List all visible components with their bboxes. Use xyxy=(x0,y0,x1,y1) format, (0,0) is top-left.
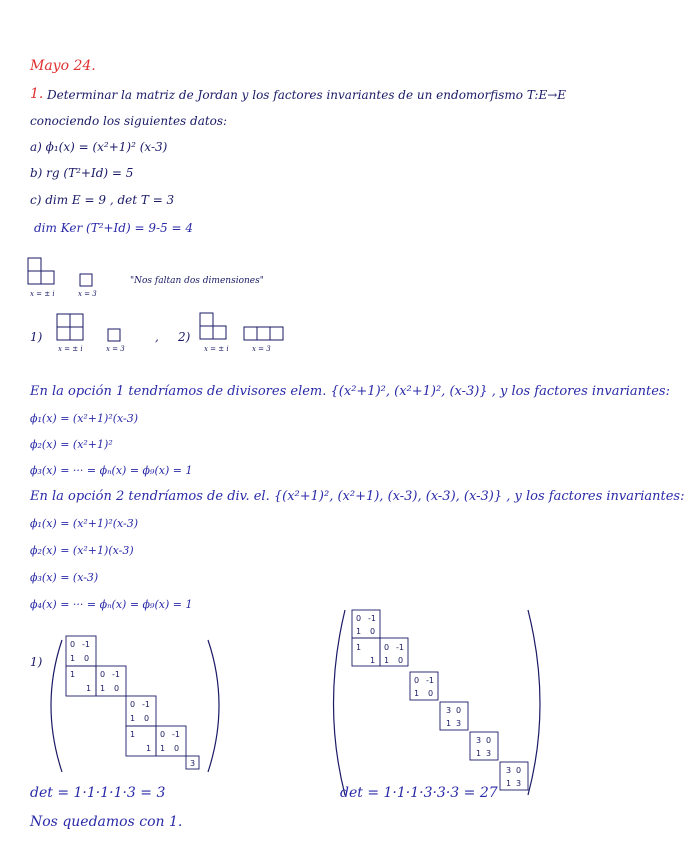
svg-text:-1: -1 xyxy=(368,614,376,623)
svg-text:0: 0 xyxy=(398,656,404,665)
conclusion: Nos quedamos con 1. xyxy=(30,814,183,830)
svg-text:1: 1 xyxy=(70,654,76,663)
svg-text:-1: -1 xyxy=(396,643,404,652)
svg-text:0: 0 xyxy=(130,700,136,709)
right-bracket xyxy=(208,640,219,772)
option1-factor-3: ϕ₃(x) = ··· = ϕₙ(x) = ϕ₉(x) = 1 xyxy=(30,464,193,477)
svg-text:0: 0 xyxy=(70,640,76,649)
option2-text: En la opción 2 tendríamos de div. el. {(x²+1)², (x²+1), (x-3), (x-3), (x-3)} , y los factores invariantes: xyxy=(30,489,684,504)
option1-factor-2: ϕ₂(x) = (x²+1)² xyxy=(30,438,113,451)
svg-text:1: 1 xyxy=(146,744,152,753)
svg-text:0: 0 xyxy=(84,654,90,663)
problem-statement-line1: Determinar la matriz de Jordan y los factores invariantes de un endomorfismo T:E→E xyxy=(47,88,567,102)
option1-text: En la opción 1 tendríamos de divisores elem. {(x²+1)², (x²+1)², (x-3)} , y los factores invariantes: xyxy=(30,384,670,399)
svg-text:3: 3 xyxy=(516,779,522,788)
svg-text:3: 3 xyxy=(506,766,512,775)
svg-text:0: 0 xyxy=(100,670,106,679)
svg-text:3: 3 xyxy=(486,749,492,758)
problem-number: 1. xyxy=(30,86,44,102)
svg-text:1: 1 xyxy=(476,749,482,758)
svg-text:0: 0 xyxy=(370,627,376,636)
data-c: c) dim E = 9 , det T = 3 xyxy=(30,193,175,207)
problem-statement-line2: conociendo los siguientes datos: xyxy=(30,114,228,128)
option2-label: 2) xyxy=(178,330,191,344)
svg-text:3: 3 xyxy=(456,719,462,728)
label-x-3: x = 3 xyxy=(252,345,271,353)
svg-text:3: 3 xyxy=(190,759,196,768)
left-bracket xyxy=(51,640,62,772)
option2-factor-1: ϕ₁(x) = (x²+1)²(x-3) xyxy=(30,517,139,530)
svg-text:-1: -1 xyxy=(426,676,434,685)
svg-text:0: 0 xyxy=(456,706,462,715)
matrix2-det: det = 1·1·1·3·3·3 = 27 xyxy=(340,785,498,801)
svg-text:1: 1 xyxy=(356,643,362,652)
svg-text:0: 0 xyxy=(144,714,150,723)
label-x-3: x = 3 xyxy=(78,290,97,298)
svg-text:0: 0 xyxy=(174,744,180,753)
option2-factor-3: ϕ₃(x) = (x-3) xyxy=(30,571,99,584)
svg-text:1: 1 xyxy=(356,627,362,636)
left-bracket xyxy=(334,610,346,795)
option2-factor-4: ϕ₄(x) = ··· = ϕₙ(x) = ϕ₉(x) = 1 xyxy=(30,598,193,611)
svg-text:1: 1 xyxy=(70,670,76,679)
right-bracket xyxy=(528,610,540,795)
label-x-3: x = 3 xyxy=(106,345,125,353)
data-b: b) rg (T²+Id) = 5 xyxy=(30,166,134,180)
svg-text:1: 1 xyxy=(384,656,390,665)
svg-text:1: 1 xyxy=(370,656,376,665)
missing-dimensions-note: "Nos faltan dos dimensiones" xyxy=(130,276,264,286)
svg-text:1: 1 xyxy=(414,689,420,698)
comma: , xyxy=(155,330,159,344)
label-x-pm-i: x = ± i xyxy=(204,345,229,353)
label-x-pm-i: x = ± i xyxy=(58,345,83,353)
svg-text:-1: -1 xyxy=(172,730,180,739)
svg-text:-1: -1 xyxy=(82,640,90,649)
svg-text:0: 0 xyxy=(356,614,362,623)
svg-text:-1: -1 xyxy=(142,700,150,709)
label-x-pm-i: x = ± i xyxy=(30,290,55,298)
matrix1-det: det = 1·1·1·1·3 = 3 xyxy=(30,785,166,801)
svg-text:1: 1 xyxy=(160,744,166,753)
svg-text:1: 1 xyxy=(100,684,106,693)
dim-ker-line: dim Ker (T²+Id) = 9-5 = 4 xyxy=(34,221,193,235)
svg-text:1: 1 xyxy=(130,714,136,723)
svg-text:1: 1 xyxy=(446,719,452,728)
option1-label: 1) xyxy=(30,330,43,344)
matrix1-label: 1) xyxy=(30,655,43,669)
svg-text:0: 0 xyxy=(428,689,434,698)
svg-text:1: 1 xyxy=(86,684,92,693)
option1-factor-1: ϕ₁(x) = (x²+1)²(x-3) xyxy=(30,412,139,425)
svg-text:1: 1 xyxy=(130,730,136,739)
svg-text:3: 3 xyxy=(446,706,452,715)
svg-text:1: 1 xyxy=(506,779,512,788)
option2-factor-2: ϕ₂(x) = (x²+1)(x-3) xyxy=(30,544,134,557)
date-heading: Mayo 24. xyxy=(30,58,96,74)
svg-text:0: 0 xyxy=(384,643,390,652)
svg-text:0: 0 xyxy=(414,676,420,685)
svg-text:0: 0 xyxy=(486,736,492,745)
data-a: a) ϕ₁(x) = (x²+1)² (x-3) xyxy=(30,140,168,154)
svg-text:0: 0 xyxy=(114,684,120,693)
svg-text:3: 3 xyxy=(476,736,482,745)
svg-text:-1: -1 xyxy=(112,670,120,679)
svg-text:0: 0 xyxy=(160,730,166,739)
svg-text:0: 0 xyxy=(516,766,522,775)
